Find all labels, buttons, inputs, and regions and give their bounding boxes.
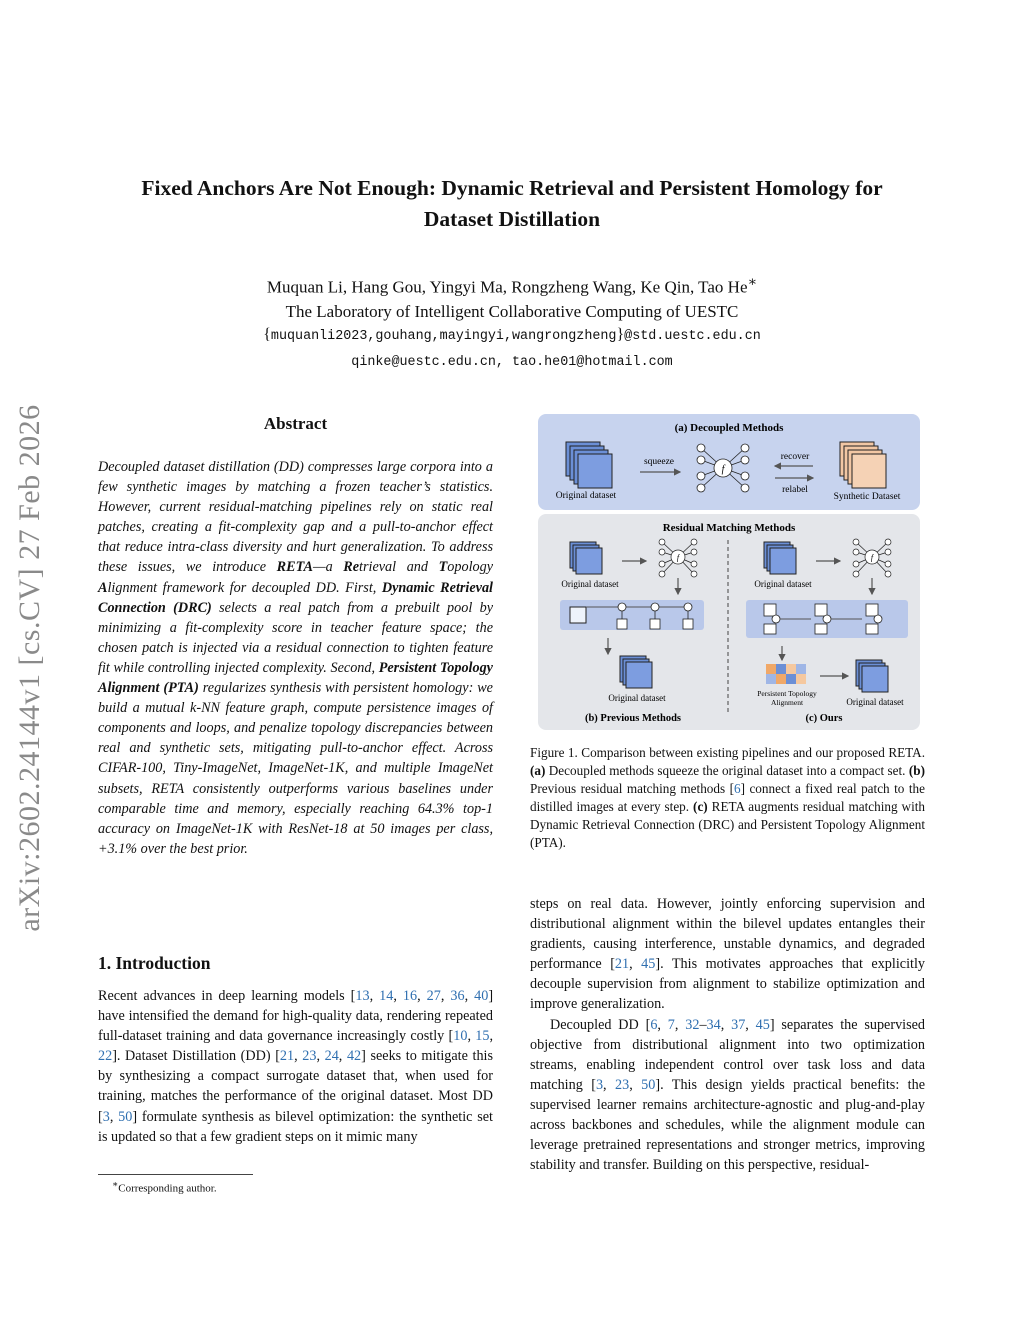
citation-link[interactable]: 27 xyxy=(426,988,441,1004)
introduction-body: Recent advances in deep learning models [13, 14, 16, 27, 36, 40] have intensified the demand for high-quality data, rendering repeated full-dataset training and data governance increasingly costly [10, 15, 22]. Dataset Distillation (DD) [21, 23, 24, 42] seeks to mitigate this by synthesizing a compact surrogate dataset that, when used for training, matches the performance of the original dataset. Most DD [3, 50] formulate synthesis as bilevel optimization: the synthetic set is updated so that a few gradient steps on it mimic many xyxy=(98,988,494,1145)
citation-link[interactable]: 23 xyxy=(302,1048,317,1065)
label-squeeze: squeeze xyxy=(643,457,675,467)
label-original-dataset-c1: Original dataset xyxy=(754,579,812,589)
footnote: ∗Corresponding author. xyxy=(112,1179,217,1195)
citation-link[interactable]: 16 xyxy=(402,988,418,1004)
citation-link[interactable]: 7 xyxy=(667,1016,675,1033)
citation-link[interactable]: 23 xyxy=(615,1076,630,1093)
network-label-a: f xyxy=(721,464,725,475)
email-names: muquanli2023,gouhang,mayingyi,wangrongzheng xyxy=(270,329,617,344)
pta-grid xyxy=(766,664,806,684)
citation-link[interactable]: 21 xyxy=(614,956,630,973)
citation-link[interactable]: 6 xyxy=(650,1016,658,1033)
citation-link[interactable]: 13 xyxy=(355,988,370,1004)
label-recover: recover xyxy=(780,452,810,462)
affiliation: The Laboratory of Intelligent Collaborative Computing of UESTC xyxy=(285,301,739,321)
citation-link[interactable]: 45 xyxy=(755,1016,770,1033)
citation-link[interactable]: 37 xyxy=(731,1016,746,1033)
panel-c-title: (c) Ours xyxy=(805,713,843,724)
right-column-body xyxy=(530,894,925,1175)
label-original-dataset-b1: Original dataset xyxy=(561,579,619,589)
footnote-rule xyxy=(98,1174,253,1175)
label-original-dataset-a: Original dataset xyxy=(555,491,617,501)
citation-link[interactable]: 50 xyxy=(641,1076,656,1093)
abstract-body: Decoupled dataset distillation (DD) compresses large corpora into a few synthetic images by matching a frozen teacher’s statistics. However, current residual-matching pipelines rely on static real patches, creating a fit-complexity gap and a pull-to-anchor effect that reduce intra-class diversity and hurt generalization. To address these issues, we introduce RETA—a Retrieval and Topology Alignment framework for decoupled DD. First, Dynamic Retrieval Connection (DRC) selects a real patch from a prebuilt pool by minimizing a fit-complexity score in teacher feature space; the chosen patch is injected via a residual connection to tighten feature fit while controlling injected complexity. Second, Persistent Topology Alignment (PTA) regularizes synthesis with persistent homology: we build a mutual k-NN feature graph, compute persistence images of components and loops, and penalize topology discrepancies between real and synthetic sets, mitigating pull-to-anchor effect. Across CIFAR-100, Tiny-ImageNet, ImageNet-1K, and multiple ImageNet subsets, RETA consistently outperforms various baselines under comparable time and memory, especially reaching 64.3% top-1 accuracy on ImageNet-1K with ResNet-18 at 50 images per class, +3.1% over the best prior. xyxy=(98,459,493,857)
citation-link[interactable]: 34 xyxy=(706,1016,721,1033)
original-stack-b1 xyxy=(570,542,602,574)
label-relabel: relabel xyxy=(782,485,808,495)
network-label-b: f xyxy=(676,553,680,562)
email-domain: @std.uestc.edu.cn xyxy=(624,329,761,344)
citation-link[interactable]: 40 xyxy=(474,988,489,1004)
brace-open: { xyxy=(263,326,271,343)
label-pta-1: Persistent Topology xyxy=(757,689,817,698)
email-block xyxy=(60,322,964,376)
citation-link[interactable]: 6 xyxy=(733,781,741,796)
figure-1 xyxy=(538,414,920,732)
citation-link[interactable]: 50 xyxy=(118,1108,133,1125)
residual-title: Residual Matching Methods xyxy=(662,522,796,534)
original-stack-c2 xyxy=(856,660,888,692)
arxiv-stamp xyxy=(10,378,50,958)
author-list: Muquan Li, Hang Gou, Yingyi Ma, Rongzheng Wang, Ke Qin, Tao He xyxy=(266,277,748,297)
label-original-dataset-b2: Original dataset xyxy=(608,693,666,703)
citation-link[interactable]: 22 xyxy=(98,1048,113,1065)
paragraph: Decoupled DD [6, 7, 32–34, 37, 45] separates the supervised objective from distributional alignment into two optimization streams, enabling independent control over task loss and data matching [3, 23, 50]. This design yields practical benefits: the supervised learner remains architecture-agnostic and plug-and-play across backbones and schedules, while the alignment module can leverage pretrained representations and stronger metrics, improving stability and transfer. Building on this perspective, residual- xyxy=(530,1016,926,1174)
title-line-1: Fixed Anchors Are Not Enough: Dynamic Retrieval and Persistent Homology for xyxy=(141,176,883,200)
citation-link[interactable]: 36 xyxy=(450,988,465,1004)
paragraph: steps on real data. However, jointly enforcing supervision and distributional alignment within the bilevel updates entangles their gradients, causing interference, unstable dynamics, and degraded performance [21, 45]. This motivates approaches that explicitly decouple supervision from alignment to stabilize optimization and improve generalization. xyxy=(530,896,925,1013)
author-block xyxy=(60,270,964,324)
email-line-2: qinke@uestc.edu.cn, tao.he01@hotmail.com xyxy=(351,355,673,370)
label-pta-2: Alignment xyxy=(770,698,804,707)
network-label-c: f xyxy=(870,553,874,562)
citation-link[interactable]: 3 xyxy=(595,1076,604,1093)
citation-link[interactable]: 32 xyxy=(685,1016,700,1033)
citation-link[interactable]: 14 xyxy=(379,988,394,1004)
panel-a-title: (a) Decoupled Methods xyxy=(674,422,784,434)
citation-link[interactable]: 3 xyxy=(102,1108,110,1125)
arxiv-id: arXiv:2602.24144v1 [cs.CV] 27 Feb 2026 xyxy=(13,404,46,932)
original-stack-b2 xyxy=(620,656,652,688)
citation-link[interactable]: 10 xyxy=(453,1028,468,1045)
citation-link[interactable]: 42 xyxy=(346,1048,362,1065)
label-synthetic-dataset: Synthetic Dataset xyxy=(833,492,901,502)
citation-link[interactable]: 24 xyxy=(324,1048,339,1065)
introduction-heading: 1. Introduction xyxy=(98,953,211,973)
brace-close: } xyxy=(616,326,625,343)
figure-1-caption: Figure 1. Comparison between existing pipelines and our proposed RETA. (a) Decoupled methods squeeze the original dataset into a compact set. (b) Previous residual matching methods [6] connect a fixed real patch to the distilled images at every step. (c) RETA augments residual matching with Dynamic Retrieval Connection (DRC) and Persistent Topology Alignment (PTA). xyxy=(530,745,925,850)
abstract-heading: Abstract xyxy=(263,414,328,433)
panel-b-title: (b) Previous Methods xyxy=(584,713,682,724)
label-original-dataset-c2: Original dataset xyxy=(846,697,904,707)
citation-link[interactable]: 15 xyxy=(475,1028,490,1045)
title-line-2: Dataset Distillation xyxy=(423,207,601,231)
original-stack-c1 xyxy=(764,542,796,574)
corresponding-mark: ∗ xyxy=(747,274,758,290)
citation-link[interactable]: 45 xyxy=(641,956,656,973)
citation-link[interactable]: 21 xyxy=(279,1048,295,1065)
paper-title xyxy=(60,173,964,235)
